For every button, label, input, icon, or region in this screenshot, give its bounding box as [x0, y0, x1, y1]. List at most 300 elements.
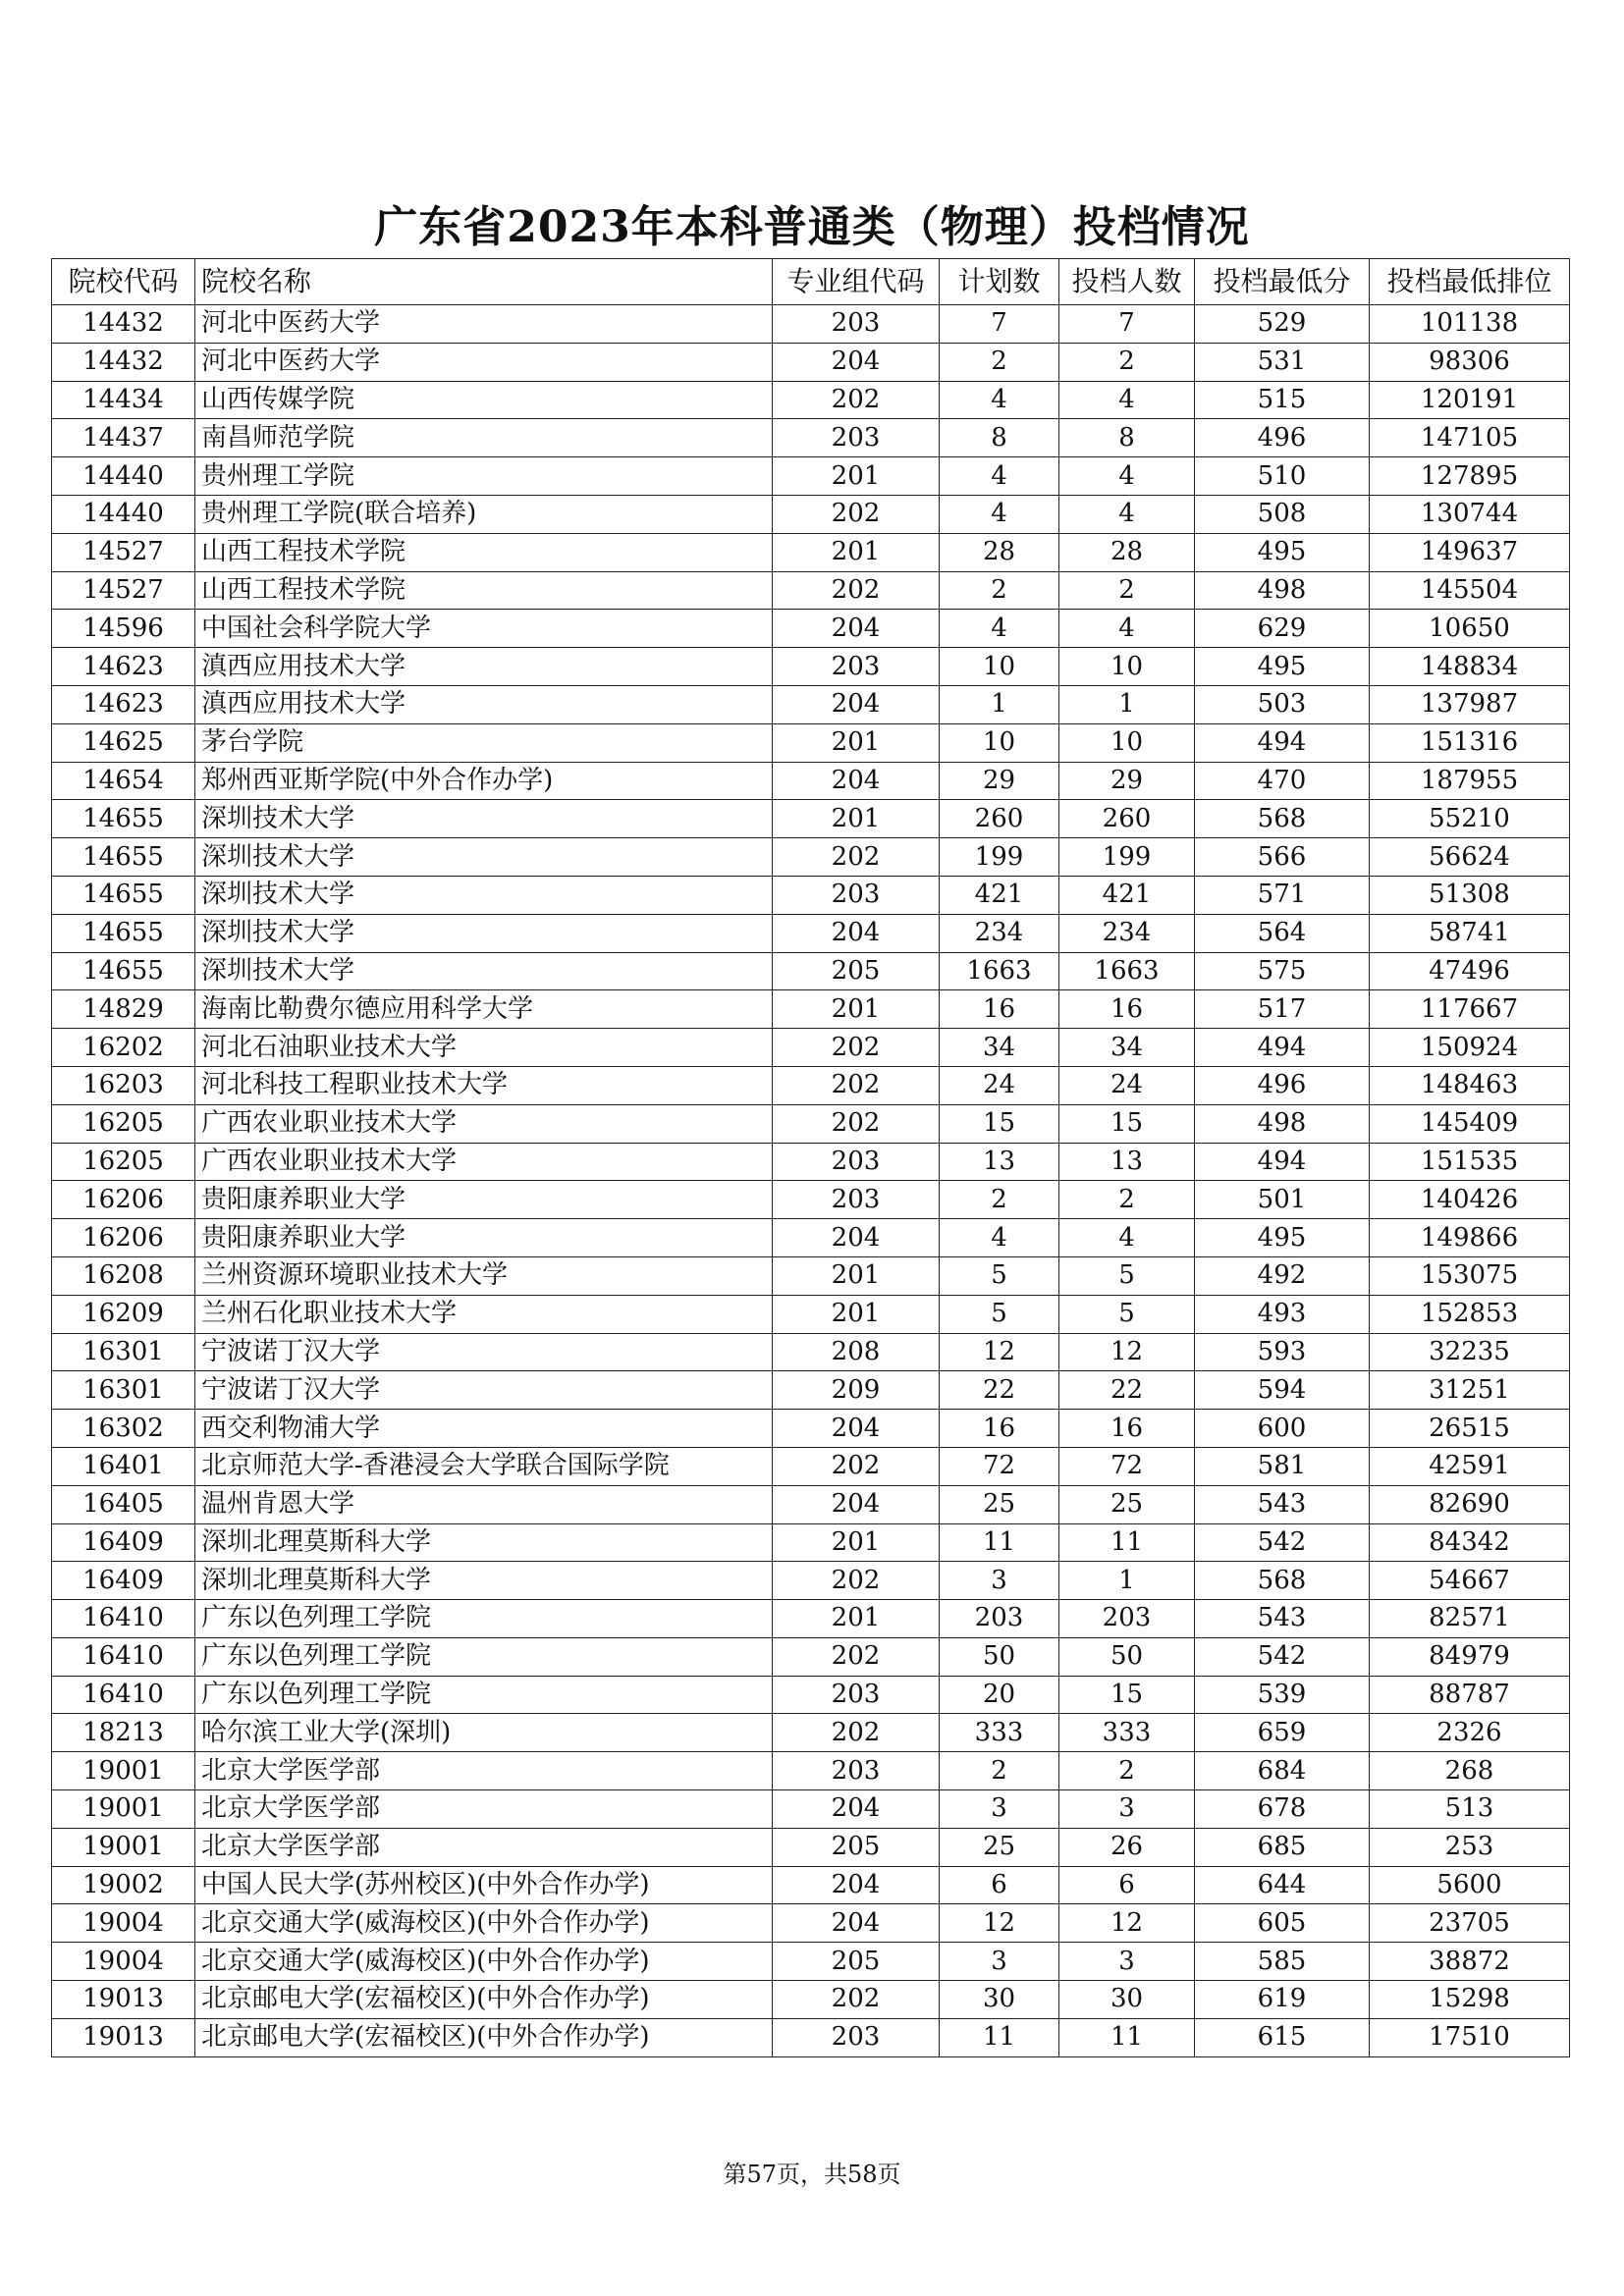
cell-min-rank: 127895	[1370, 457, 1570, 496]
cell-plan-count: 16	[940, 990, 1059, 1029]
cell-admitted-count: 333	[1059, 1714, 1195, 1752]
cell-group-code: 203	[773, 876, 940, 914]
table-row	[52, 1637, 1570, 1676]
cell-admitted-count: 28	[1059, 533, 1195, 571]
cell-group-code: 201	[773, 1256, 940, 1295]
cell-group-code: 202	[773, 1714, 940, 1752]
cell-min-score: 684	[1195, 1752, 1370, 1790]
cell-admitted-count: 11	[1059, 2018, 1195, 2056]
cell-plan-count: 4	[940, 1219, 1059, 1257]
cell-min-score: 515	[1195, 381, 1370, 419]
cell-admitted-count: 2	[1059, 1752, 1195, 1790]
cell-school-code: 16203	[52, 1066, 195, 1104]
cell-min-score: 498	[1195, 571, 1370, 610]
cell-school-code: 16301	[52, 1333, 195, 1371]
cell-min-rank: 150924	[1370, 1029, 1570, 1067]
table-row	[52, 762, 1570, 800]
cell-group-code: 205	[773, 1828, 940, 1866]
cell-admitted-count: 203	[1059, 1600, 1195, 1638]
cell-min-score: 678	[1195, 1790, 1370, 1829]
cell-group-code: 203	[773, 648, 940, 686]
cell-school-name: 温州肯恩大学	[195, 1485, 773, 1523]
table-row	[52, 1371, 1570, 1410]
cell-min-rank: 149637	[1370, 533, 1570, 571]
cell-min-rank: 137987	[1370, 685, 1570, 723]
cell-school-name: 广西农业职业技术大学	[195, 1143, 773, 1181]
table-row	[52, 1029, 1570, 1067]
cell-school-code: 14654	[52, 762, 195, 800]
cell-min-rank: 84979	[1370, 1637, 1570, 1676]
cell-group-code: 201	[773, 1600, 940, 1638]
cell-plan-count: 2	[940, 1752, 1059, 1790]
cell-plan-count: 203	[940, 1600, 1059, 1638]
table-row	[52, 648, 1570, 686]
cell-min-score: 585	[1195, 1943, 1370, 1981]
cell-min-rank: 101138	[1370, 305, 1570, 344]
cell-school-name: 深圳技术大学	[195, 952, 773, 990]
cell-min-score: 542	[1195, 1637, 1370, 1676]
cell-school-name: 北京师范大学-香港浸会大学联合国际学院	[195, 1447, 773, 1485]
cell-school-code: 16302	[52, 1410, 195, 1448]
cell-admitted-count: 3	[1059, 1943, 1195, 1981]
cell-school-name: 河北石油职业技术大学	[195, 1029, 773, 1067]
cell-plan-count: 22	[940, 1371, 1059, 1410]
cell-admitted-count: 2	[1059, 343, 1195, 381]
cell-school-name: 深圳北理莫斯科大学	[195, 1562, 773, 1600]
cell-school-name: 郑州西亚斯学院(中外合作办学)	[195, 762, 773, 800]
cell-group-code: 202	[773, 381, 940, 419]
cell-school-name: 山西工程技术学院	[195, 533, 773, 571]
cell-school-code: 16205	[52, 1143, 195, 1181]
cell-admitted-count: 6	[1059, 1866, 1195, 1904]
cell-admitted-count: 3	[1059, 1790, 1195, 1829]
cell-min-score: 566	[1195, 838, 1370, 877]
cell-min-score: 531	[1195, 343, 1370, 381]
cell-admitted-count: 16	[1059, 1410, 1195, 1448]
cell-school-code: 16410	[52, 1600, 195, 1638]
cell-min-score: 501	[1195, 1181, 1370, 1219]
cell-school-code: 16410	[52, 1637, 195, 1676]
cell-min-score: 529	[1195, 305, 1370, 344]
col-header-admitted-count: 投档人数	[1059, 259, 1195, 305]
cell-min-score: 629	[1195, 610, 1370, 648]
cell-plan-count: 20	[940, 1676, 1059, 1714]
cell-min-score: 503	[1195, 685, 1370, 723]
cell-admitted-count: 4	[1059, 610, 1195, 648]
cell-min-score: 581	[1195, 1447, 1370, 1485]
cell-school-name: 广西农业职业技术大学	[195, 1104, 773, 1143]
cell-group-code: 204	[773, 1410, 940, 1448]
cell-school-code: 14440	[52, 495, 195, 533]
cell-school-code: 18213	[52, 1714, 195, 1752]
cell-school-code: 16202	[52, 1029, 195, 1067]
cell-min-score: 605	[1195, 1904, 1370, 1943]
cell-plan-count: 13	[940, 1143, 1059, 1181]
table-row	[52, 1866, 1570, 1904]
cell-admitted-count: 16	[1059, 990, 1195, 1029]
cell-min-score: 494	[1195, 723, 1370, 762]
cell-group-code: 202	[773, 1447, 940, 1485]
cell-plan-count: 333	[940, 1714, 1059, 1752]
cell-group-code: 201	[773, 457, 940, 496]
cell-group-code: 209	[773, 1371, 940, 1410]
cell-group-code: 201	[773, 723, 940, 762]
page-title: 广东省2023年本科普通类（物理）投档情况	[374, 202, 1250, 252]
cell-min-rank: 32235	[1370, 1333, 1570, 1371]
cell-min-rank: 153075	[1370, 1256, 1570, 1295]
cell-min-rank: 42591	[1370, 1447, 1570, 1485]
cell-school-code: 19001	[52, 1752, 195, 1790]
cell-min-score: 494	[1195, 1143, 1370, 1181]
table-row	[52, 1410, 1570, 1448]
cell-min-score: 568	[1195, 800, 1370, 838]
cell-min-score: 498	[1195, 1104, 1370, 1143]
cell-min-score: 495	[1195, 533, 1370, 571]
cell-school-code: 14623	[52, 685, 195, 723]
cell-min-score: 615	[1195, 2018, 1370, 2056]
table-row	[52, 305, 1570, 344]
table-row	[52, 1676, 1570, 1714]
cell-min-rank: 15298	[1370, 1981, 1570, 2019]
cell-group-code: 204	[773, 1904, 940, 1943]
cell-group-code: 204	[773, 762, 940, 800]
cell-plan-count: 421	[940, 876, 1059, 914]
cell-group-code: 208	[773, 1333, 940, 1371]
cell-plan-count: 5	[940, 1295, 1059, 1333]
cell-admitted-count: 234	[1059, 914, 1195, 952]
cell-plan-count: 234	[940, 914, 1059, 952]
cell-min-rank: 82571	[1370, 1600, 1570, 1638]
cell-plan-count: 10	[940, 648, 1059, 686]
table-row	[52, 1295, 1570, 1333]
cell-plan-count: 12	[940, 1333, 1059, 1371]
cell-school-code: 16301	[52, 1371, 195, 1410]
cell-plan-count: 199	[940, 838, 1059, 877]
cell-school-code: 16401	[52, 1447, 195, 1485]
cell-school-code: 19004	[52, 1904, 195, 1943]
table-row	[52, 723, 1570, 762]
cell-group-code: 203	[773, 305, 940, 344]
cell-school-code: 14527	[52, 571, 195, 610]
cell-admitted-count: 10	[1059, 723, 1195, 762]
cell-admitted-count: 26	[1059, 1828, 1195, 1866]
cell-admitted-count: 4	[1059, 495, 1195, 533]
cell-group-code: 204	[773, 610, 940, 648]
cell-group-code: 202	[773, 1104, 940, 1143]
cell-admitted-count: 15	[1059, 1676, 1195, 1714]
cell-school-code: 14655	[52, 914, 195, 952]
table-row	[52, 838, 1570, 877]
cell-group-code: 204	[773, 343, 940, 381]
cell-plan-count: 12	[940, 1904, 1059, 1943]
cell-group-code: 203	[773, 1143, 940, 1181]
cell-school-name: 南昌师范学院	[195, 419, 773, 457]
table-row	[52, 343, 1570, 381]
cell-min-rank: 23705	[1370, 1904, 1570, 1943]
table-row	[52, 914, 1570, 952]
cell-admitted-count: 12	[1059, 1904, 1195, 1943]
cell-min-score: 659	[1195, 1714, 1370, 1752]
cell-plan-count: 260	[940, 800, 1059, 838]
cell-min-rank: 145409	[1370, 1104, 1570, 1143]
cell-school-code: 19004	[52, 1943, 195, 1981]
cell-school-code: 14596	[52, 610, 195, 648]
cell-min-rank: 38872	[1370, 1943, 1570, 1981]
cell-group-code: 202	[773, 1562, 940, 1600]
cell-school-name: 深圳技术大学	[195, 914, 773, 952]
cell-group-code: 202	[773, 1637, 940, 1676]
cell-group-code: 204	[773, 1485, 940, 1523]
cell-min-score: 568	[1195, 1562, 1370, 1600]
cell-min-score: 495	[1195, 1219, 1370, 1257]
cell-group-code: 202	[773, 571, 940, 610]
cell-group-code: 202	[773, 1981, 940, 2019]
cell-admitted-count: 34	[1059, 1029, 1195, 1067]
cell-group-code: 202	[773, 1066, 940, 1104]
cell-admitted-count: 421	[1059, 876, 1195, 914]
cell-group-code: 201	[773, 533, 940, 571]
cell-school-code: 14655	[52, 876, 195, 914]
cell-group-code: 204	[773, 1790, 940, 1829]
cell-min-rank: 55210	[1370, 800, 1570, 838]
cell-school-name: 广东以色列理工学院	[195, 1600, 773, 1638]
table-body	[52, 305, 1570, 2057]
cell-plan-count: 3	[940, 1562, 1059, 1600]
cell-admitted-count: 8	[1059, 419, 1195, 457]
col-header-min-rank: 投档最低排位	[1370, 259, 1570, 305]
cell-school-name: 深圳技术大学	[195, 838, 773, 877]
cell-plan-count: 3	[940, 1790, 1059, 1829]
table-row	[52, 952, 1570, 990]
cell-admitted-count: 2	[1059, 571, 1195, 610]
cell-school-name: 深圳技术大学	[195, 876, 773, 914]
cell-min-rank: 145504	[1370, 571, 1570, 610]
cell-admitted-count: 10	[1059, 648, 1195, 686]
cell-plan-count: 5	[940, 1256, 1059, 1295]
cell-school-name: 宁波诺丁汉大学	[195, 1371, 773, 1410]
cell-school-name: 北京交通大学(威海校区)(中外合作办学)	[195, 1943, 773, 1981]
cell-admitted-count: 4	[1059, 1219, 1195, 1257]
cell-min-score: 575	[1195, 952, 1370, 990]
cell-school-name: 兰州石化职业技术大学	[195, 1295, 773, 1333]
cell-school-code: 19002	[52, 1866, 195, 1904]
cell-group-code: 205	[773, 1943, 940, 1981]
cell-school-name: 北京交通大学(威海校区)(中外合作办学)	[195, 1904, 773, 1943]
cell-min-rank: 187955	[1370, 762, 1570, 800]
cell-group-code: 205	[773, 952, 940, 990]
cell-min-rank: 98306	[1370, 343, 1570, 381]
cell-group-code: 204	[773, 914, 940, 952]
cell-school-name: 兰州资源环境职业技术大学	[195, 1256, 773, 1295]
cell-min-rank: 82690	[1370, 1485, 1570, 1523]
table-row	[52, 571, 1570, 610]
cell-group-code: 201	[773, 800, 940, 838]
cell-school-code: 16206	[52, 1181, 195, 1219]
table-row	[52, 1447, 1570, 1485]
cell-group-code: 203	[773, 1752, 940, 1790]
cell-min-score: 543	[1195, 1485, 1370, 1523]
cell-school-code: 16208	[52, 1256, 195, 1295]
col-header-school-name: 院校名称	[195, 259, 773, 305]
table-row	[52, 1790, 1570, 1829]
cell-plan-count: 24	[940, 1066, 1059, 1104]
table-row	[52, 1066, 1570, 1104]
cell-school-code: 14623	[52, 648, 195, 686]
cell-group-code: 201	[773, 990, 940, 1029]
cell-plan-count: 34	[940, 1029, 1059, 1067]
table-row	[52, 1828, 1570, 1866]
cell-group-code: 202	[773, 1029, 940, 1067]
table-row	[52, 1943, 1570, 1981]
cell-min-score: 539	[1195, 1676, 1370, 1714]
cell-min-rank: 148834	[1370, 648, 1570, 686]
cell-plan-count: 2	[940, 571, 1059, 610]
cell-school-code: 16410	[52, 1676, 195, 1714]
table-row	[52, 1333, 1570, 1371]
cell-min-rank: 26515	[1370, 1410, 1570, 1448]
cell-admitted-count: 29	[1059, 762, 1195, 800]
table-row	[52, 1752, 1570, 1790]
cell-school-code: 14625	[52, 723, 195, 762]
cell-school-name: 山西传媒学院	[195, 381, 773, 419]
cell-plan-count: 2	[940, 1181, 1059, 1219]
cell-min-score: 492	[1195, 1256, 1370, 1295]
cell-min-rank: 151535	[1370, 1143, 1570, 1181]
table-row	[52, 1600, 1570, 1638]
cell-min-rank: 130744	[1370, 495, 1570, 533]
cell-min-rank: 148463	[1370, 1066, 1570, 1104]
table-row	[52, 1104, 1570, 1143]
cell-min-rank: 120191	[1370, 381, 1570, 419]
cell-plan-count: 72	[940, 1447, 1059, 1485]
cell-plan-count: 4	[940, 457, 1059, 496]
cell-min-score: 508	[1195, 495, 1370, 533]
cell-school-name: 贵阳康养职业大学	[195, 1181, 773, 1219]
cell-school-name: 哈尔滨工业大学(深圳)	[195, 1714, 773, 1752]
cell-admitted-count: 1663	[1059, 952, 1195, 990]
cell-group-code: 204	[773, 1866, 940, 1904]
cell-plan-count: 8	[940, 419, 1059, 457]
cell-admitted-count: 5	[1059, 1256, 1195, 1295]
cell-plan-count: 28	[940, 533, 1059, 571]
cell-admitted-count: 72	[1059, 1447, 1195, 1485]
table-row	[52, 419, 1570, 457]
cell-school-code: 14432	[52, 305, 195, 344]
cell-school-name: 河北中医药大学	[195, 343, 773, 381]
cell-plan-count: 11	[940, 2018, 1059, 2056]
cell-admitted-count: 1	[1059, 685, 1195, 723]
cell-group-code: 202	[773, 838, 940, 877]
cell-group-code: 204	[773, 685, 940, 723]
cell-school-code: 14432	[52, 343, 195, 381]
cell-min-rank: 31251	[1370, 1371, 1570, 1410]
table-row	[52, 1143, 1570, 1181]
cell-school-code: 14440	[52, 457, 195, 496]
cell-school-code: 16206	[52, 1219, 195, 1257]
cell-school-code: 16209	[52, 1295, 195, 1333]
cell-min-rank: 5600	[1370, 1866, 1570, 1904]
cell-school-name: 西交利物浦大学	[195, 1410, 773, 1448]
cell-min-score: 619	[1195, 1981, 1370, 2019]
cell-plan-count: 15	[940, 1104, 1059, 1143]
cell-min-rank: 140426	[1370, 1181, 1570, 1219]
cell-admitted-count: 4	[1059, 457, 1195, 496]
cell-school-code: 19001	[52, 1828, 195, 1866]
cell-school-name: 北京邮电大学(宏福校区)(中外合作办学)	[195, 2018, 773, 2056]
table-row	[52, 1485, 1570, 1523]
cell-min-score: 542	[1195, 1523, 1370, 1562]
table-row	[52, 1523, 1570, 1562]
admission-table	[51, 258, 1570, 2057]
cell-min-score: 685	[1195, 1828, 1370, 1866]
cell-school-code: 19013	[52, 1981, 195, 2019]
cell-group-code: 204	[773, 1219, 940, 1257]
col-header-plan-count: 计划数	[940, 259, 1059, 305]
cell-min-score: 494	[1195, 1029, 1370, 1067]
cell-plan-count: 10	[940, 723, 1059, 762]
cell-admitted-count: 5	[1059, 1295, 1195, 1333]
cell-school-name: 北京邮电大学(宏福校区)(中外合作办学)	[195, 1981, 773, 2019]
cell-school-name: 河北科技工程职业技术大学	[195, 1066, 773, 1104]
cell-group-code: 201	[773, 1523, 940, 1562]
cell-school-name: 广东以色列理工学院	[195, 1637, 773, 1676]
cell-min-score: 600	[1195, 1410, 1370, 1448]
cell-min-rank: 149866	[1370, 1219, 1570, 1257]
cell-plan-count: 7	[940, 305, 1059, 344]
cell-school-name: 贵阳康养职业大学	[195, 1219, 773, 1257]
cell-admitted-count: 24	[1059, 1066, 1195, 1104]
cell-admitted-count: 4	[1059, 381, 1195, 419]
table-row	[52, 685, 1570, 723]
cell-admitted-count: 260	[1059, 800, 1195, 838]
cell-min-rank: 253	[1370, 1828, 1570, 1866]
cell-admitted-count: 50	[1059, 1637, 1195, 1676]
table-row	[52, 1904, 1570, 1943]
cell-min-score: 593	[1195, 1333, 1370, 1371]
table-header-row	[52, 259, 1570, 305]
cell-admitted-count: 11	[1059, 1523, 1195, 1562]
cell-admitted-count: 199	[1059, 838, 1195, 877]
cell-school-name: 滇西应用技术大学	[195, 648, 773, 686]
cell-admitted-count: 13	[1059, 1143, 1195, 1181]
table-row	[52, 1181, 1570, 1219]
cell-plan-count: 4	[940, 495, 1059, 533]
cell-group-code: 202	[773, 495, 940, 533]
cell-school-name: 山西工程技术学院	[195, 571, 773, 610]
cell-school-code: 14437	[52, 419, 195, 457]
cell-min-score: 571	[1195, 876, 1370, 914]
table-row	[52, 800, 1570, 838]
cell-plan-count: 25	[940, 1485, 1059, 1523]
cell-school-name: 贵州理工学院	[195, 457, 773, 496]
cell-school-name: 中国人民大学(苏州校区)(中外合作办学)	[195, 1866, 773, 1904]
cell-school-name: 深圳技术大学	[195, 800, 773, 838]
cell-admitted-count: 7	[1059, 305, 1195, 344]
cell-school-code: 16409	[52, 1523, 195, 1562]
cell-school-name: 北京大学医学部	[195, 1828, 773, 1866]
cell-school-name: 滇西应用技术大学	[195, 685, 773, 723]
cell-plan-count: 4	[940, 610, 1059, 648]
cell-min-rank: 513	[1370, 1790, 1570, 1829]
table-row	[52, 1981, 1570, 2019]
cell-min-rank: 10650	[1370, 610, 1570, 648]
cell-min-score: 543	[1195, 1600, 1370, 1638]
cell-plan-count: 4	[940, 381, 1059, 419]
cell-min-rank: 151316	[1370, 723, 1570, 762]
cell-min-score: 495	[1195, 648, 1370, 686]
cell-plan-count: 16	[940, 1410, 1059, 1448]
cell-school-code: 14655	[52, 838, 195, 877]
